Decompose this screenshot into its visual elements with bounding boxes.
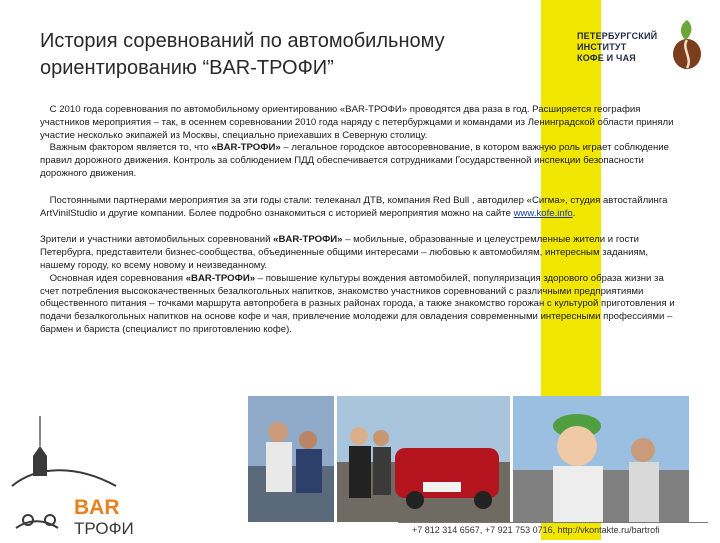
paragraph-2-bold: «BAR-ТРОФИ»: [211, 142, 281, 154]
event-photo-2: [337, 396, 510, 522]
paragraph-4-suffix: – мобильные, образованные и целеустремленные жители и гости Петербурга, представители бизнес-сообщества, объединенные общими интересами – любовью к автомобилям, интересным заданиям, нашему городу, ко всему новому и неизведанному.: [40, 234, 648, 271]
footer-contacts: +7 812 314 6567, +7 921 753 0716, http://vkontakte.ru/bartrofi: [412, 525, 660, 535]
paragraph-3: [40, 195, 680, 221]
bar-trofi-logo: [6, 416, 136, 538]
paragraph-5-suffix: – повышение культуры вождения автомобилей, популяризация здорового образа жизни за счет потребления высококачественных безалкогольных напитков, знакомство участников соревнований с различными предприятиями общественного питания – точками маршрута автопробега в разных районах города, а также знакомство горожан с культурой приготовления и подачи безалкогольных напитков на основе кофе и чая, привлечение молодежи для овладения современными интересными профессиями – бармен и бариста (специалист по приготовлению кофе).: [40, 272, 675, 335]
page-title: История соревнований по автомобильному ориентированию “BAR-ТРОФИ”: [40, 30, 445, 79]
event-photo-3: [513, 396, 689, 522]
footer-divider: [398, 522, 708, 523]
paragraph-3-text: Постоянными партнерами мероприятия за эти годы стали: телеканал ДТВ, компания Red Bull , автодилер «Сигма», студия автостайлинга ArtVinilStudio и другие компании. Более подробно ознакомиться с историей мероприятия можно на сайте: [40, 194, 668, 219]
paragraph-5-bold: «BAR-ТРОФИ»: [185, 272, 256, 284]
paragraph-2-suffix: – легальное городское автосоревнование, в котором важную роль играет соблюдение правил дорожного движения. Контроль за соблюдением ПДД обеспечивается сотрудниками Государственной инспекции безопасности дорожного движения.: [40, 142, 669, 179]
paragraph-4-bold: «BAR-ТРОФИ»: [273, 234, 343, 246]
paragraph-5-prefix: Основная идея соревнования: [49, 272, 186, 284]
paragraph-1: [40, 104, 680, 142]
institute-line-1: ПЕТЕРБУРГСКИЙ: [577, 31, 658, 41]
paragraph-1-text: С 2010 года соревнования по автомобильному ориентированию «BAR-ТРОФИ» проводятся два раза в год. Расширяется география участников мероприятия – так, в осеннем соревновании 2010 года наряду с петербуржцами и командами из Ленинградской области приняли участие несколько экипажей из Москвы, специально приехавших в Северную столицу.: [40, 104, 674, 141]
coffee-bean-leaf-icon: [664, 16, 710, 72]
institute-logo-text: [577, 31, 657, 64]
body-text: [40, 104, 680, 337]
paragraph-2-prefix: Важным фактором является то, что: [49, 142, 212, 154]
bar-logo-word1: BAR: [74, 496, 120, 519]
kofe-info-link[interactable]: www.kofe.info: [513, 207, 573, 219]
paragraph-4: [40, 234, 680, 272]
institute-line-3: КОФЕ И ЧАЯ: [577, 53, 636, 63]
institute-line-2: ИНСТИТУТ: [577, 42, 627, 52]
paragraph-2: [40, 142, 680, 180]
bar-logo-word2: ТРОФИ: [74, 519, 134, 538]
paragraph-5: [40, 273, 680, 337]
paragraph-3-end: .: [572, 207, 576, 219]
paragraph-4-prefix: Зрители и участники автомобильных соревнований: [40, 234, 274, 246]
event-photo-1: [248, 396, 334, 522]
